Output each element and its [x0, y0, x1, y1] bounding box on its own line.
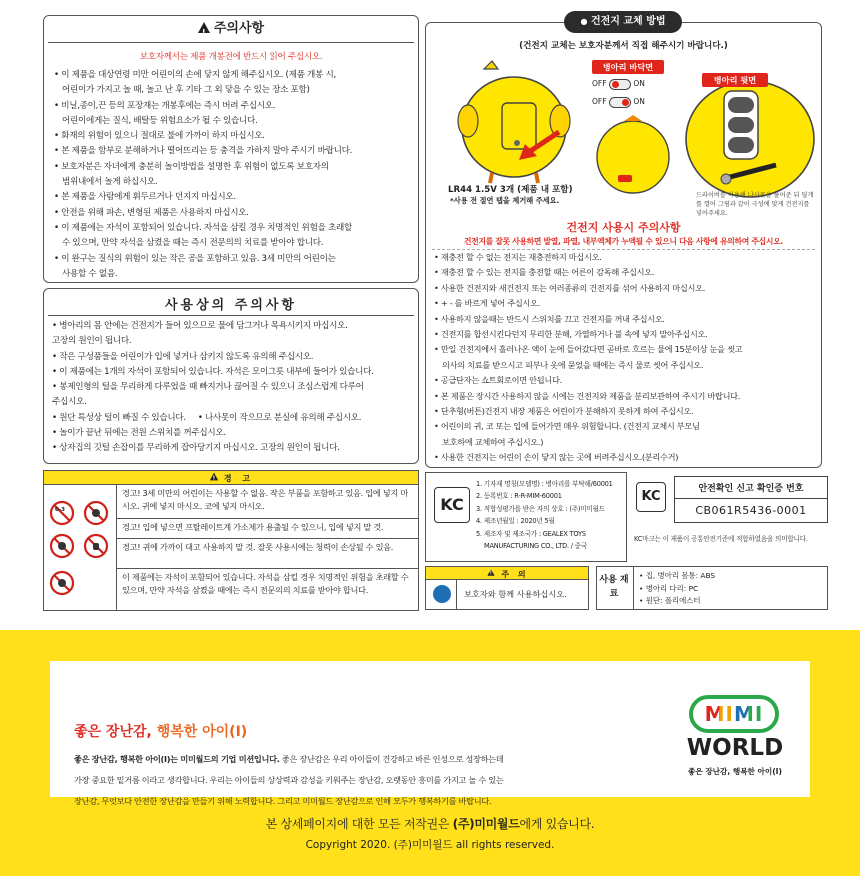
kc-info-line: 3. 적합성평가를 받은 자의 상호 : (주)미미월드	[476, 504, 605, 513]
usage-item: • 이 제품에는 1개의 자석이 포함되어 있습니다. 자석은 모이그릇 내부에 들어가 있습니다.	[52, 366, 374, 377]
usage-item: • 병아리의 몸 안에는 건전지가 들어 있으므로 물에 담그거나 목욕시키지 마십시오.	[52, 321, 348, 331]
parent-icon	[433, 585, 451, 603]
chick-back-illustration	[676, 67, 816, 201]
copyright-english: Copyright 2020. (주)미미월드 all rights reserved.	[305, 839, 555, 851]
kc-info-lines	[476, 478, 626, 552]
kc-info-line: 5. 제조자 및 제조국가 : GEALEX TOYS	[476, 529, 586, 538]
material-item: • 원단: 폴리에스터	[639, 596, 701, 605]
kc-cert-table	[674, 476, 828, 523]
kc-info-line: 4. 제조년월일 : 2020년 5월	[476, 517, 555, 526]
caution-item: • 보호자분은 자녀에게 충분히 놀이방법을 설명한 후 위험이 없도록 보호자의	[54, 161, 329, 172]
battery-caution-warning: 건전지를 잘못 사용하면 발열, 파열, 내부액체가 누액될 수 있으니 다음 사항에 유의하여 주십시오.	[464, 237, 783, 246]
switch-on-row: OFF ON	[592, 97, 645, 106]
battery-caution-item: • 만일 건전지에서 흘러나온 액이 눈에 들어갔다면 곧바로 흐르는 물에 15분이상 눈을 씻고	[434, 344, 743, 355]
prohibition-icons	[48, 501, 112, 601]
battery-caution-item: • 단추형(버튼)건전지 내장 제품은 어린이가 분해하지 못하게 하여 주십시오.	[434, 406, 694, 417]
battery-caution-item: • 재충전 할 수 없는 전지는 재충전하지 마십시오.	[434, 252, 602, 262]
warning-rows	[116, 485, 418, 611]
mimi-mission: 좋은 장난감, 행복한 아이(I)는 미미월드의 기업 미션입니다. 좋은 장난감은 우리 아이들이 건강하고 바른 인성으로 성장하는데 가장 중요한 밑거름 이라고 생각합니다. 우리는 아이들의 상상력과 감성을 키워주는 장난감, 오랫동안 흥미를 가지고 놀 수 있는 장난감, 무엇보다 안전한 장난감을 만들기 위해 노력합니다. 그리고 미미월드 장난감으로 인해 모두가 행복하기를 바랍니다.	[74, 754, 504, 806]
mimi-logo-tagline: 좋은 장난감, 행복한 아이(I)	[688, 767, 782, 776]
usage-title: 사용상의 주의사항	[165, 298, 297, 313]
caution-item: • 안전을 위해 파손, 변형된 제품은 사용하지 마십시오.	[54, 207, 249, 218]
warning-header: !경 고	[44, 471, 418, 485]
caution-title: !주의사항	[44, 19, 418, 39]
battery-caution-item: • 사용하지 않을때는 반드시 스위치를 끄고 건전지를 꺼내 주십시오.	[434, 313, 665, 324]
mimi-band	[0, 630, 860, 876]
battery-caution-item: • 재충전 할 수 있는 전지를 충전할 때는 어른이 감독해 주십시오.	[434, 267, 655, 278]
arrow-icon	[519, 126, 563, 162]
warning-row: 경고! 귀에 가까이 대고 사용하지 말 것. 잘못 사용시에는 청력이 손상될 수 있음.	[116, 539, 418, 569]
battery-caution-item: • 공급단자는 쇼트회로이면 안됩니다.	[434, 375, 562, 386]
usage-item: • 작은 구성품들을 어린이가 입에 넣거나 삼키지 않도록 유의해 주십시오.	[52, 351, 314, 362]
warning-box	[43, 470, 419, 611]
notice-box	[425, 566, 589, 610]
kc-cert-mark-icon: KC	[636, 482, 666, 512]
caution-item: • 이 제품에는 자석이 포함되어 있습니다. 자석을 삼킬 경우 치명적인 위험을 초래할	[54, 222, 353, 233]
usage-box	[43, 288, 419, 464]
warning-triangle-icon	[210, 473, 218, 481]
notice-text: 보호자와 함께 사용하십시오.	[464, 589, 567, 599]
kc-info-line: MANUFACTURING CO., LTD. / 중국	[484, 542, 587, 551]
screw-note: 드라이버를 이용해 나사못을 풀어준 뒤 덮개를 열어 그림과 같이 극성에 맞게 건전지를 넣어주세요.	[696, 192, 814, 217]
mimi-logo-world: WORLD	[686, 735, 784, 761]
switch-off-row: OFF ON	[592, 79, 645, 88]
kc-info-line: 2. 등록번호 : R-R-MIM-60001	[476, 492, 562, 501]
kc-info-box	[425, 472, 627, 562]
warning-triangle-icon	[488, 569, 495, 576]
material-item: • 병아리 다리: PC	[639, 583, 699, 593]
battery-box	[425, 16, 822, 468]
battery-caution-item: 보호하에 교체하여 주십시오.)	[442, 436, 544, 447]
battery-caution-item: • + - 를 바르게 넣어 주십시오.	[434, 298, 540, 309]
caution-item: 범위내에서 놀게 하십시오.	[62, 177, 158, 188]
lr44-label: LR44 1.5V 3개 (제품 내 포함)	[448, 185, 573, 195]
battery-caution-item: • 본 제품은 장시간 사용하지 않을 시에는 건전지와 제품을 분리보관하여 주시기 바랍니다.	[434, 390, 741, 401]
battery-caution-item: • 사용한 건전지는 어린이 손이 닿지 않는 곳에 버려주십시오.(분리수거)	[434, 452, 679, 463]
bottom-side-label: 병아리 바닥면	[592, 60, 664, 74]
warning-row: 경고! 3세 미만의 어린이는 사용할 수 없음. 작은 부품을 포함하고 있음. 입에 넣지 마시오. 귀에 넣지 마시오. 코에 넣지 마시오.	[116, 485, 418, 519]
battery-badge: ● 건전지 교체 방법	[564, 11, 682, 33]
mimi-world-logo	[675, 691, 795, 791]
battery-caution-item: 의사의 치료를 받으시고 피부나 옷에 묻었을 때에는 즉시 물로 씻어 주십시오.	[442, 359, 704, 370]
mimi-card	[50, 661, 810, 806]
caution-item: • 이 완구는 질식의 위험이 있는 작은 공을 포함하고 있음. 3세 미만의 어린이는	[54, 253, 336, 264]
warning-triangle-icon	[198, 22, 210, 33]
kc-cert-note: KC마크는 이 제품이 공통안전기준에 적합하였음을 의미합니다.	[634, 535, 808, 543]
battery-caution-item: • 어린이의 귀, 코 또는 입에 들어가면 매우 위험합니다. (건전지 교체시 부모님	[434, 421, 700, 432]
copyright-korean: 본 상세페이지에 대한 모든 저작권은 (주)미미월드에게 있습니다.	[265, 817, 595, 831]
battery-caution-item: • 건전지를 합선시킨다던지 무리한 분해, 가열하거나 불 속에 넣지 말아주십시오.	[434, 329, 708, 340]
mimi-logo-bubble: MIMI	[689, 695, 779, 733]
battery-caution-title: 건전지 사용시 주의사항	[566, 221, 681, 234]
mimi-headline: 좋은 장난감, 행복한 아이(I)	[74, 724, 248, 740]
caution-item: 수 있으며, 만약 자석을 삼켰을 때는 즉시 전문의의 치료를 받아야 합니다.	[62, 238, 324, 249]
caution-item: • 본 제품을 함부로 분해하거나 떨어뜨리는 등 충격을 가하지 말아 주시기 바랍니다.	[54, 146, 353, 157]
usage-item: 고장의 원인이 됩니다.	[52, 336, 132, 347]
battery-caution-list	[434, 250, 819, 466]
notice-header: !주 의	[426, 567, 588, 580]
chick-bottom-illustration	[454, 59, 574, 187]
caution-item: 어린이가 가지고 놀 때, 놀고 난 후 기타 그 외 닿을 수 있는 장소 포함)	[62, 85, 310, 96]
battery-subtitle: (건전지 교체는 보호자분께서 직접 해주시기 바랍니다.)	[519, 41, 728, 51]
usage-item: • 상자집의 깃털 손잡이를 무리하게 잡아당기지 마십시오. 고장의 원인이 됩니다.	[52, 443, 340, 454]
material-lines	[639, 570, 715, 608]
usage-item: 주십시오.	[52, 397, 87, 408]
material-box	[596, 566, 828, 610]
kc-cert-area	[632, 472, 828, 542]
warning-row: 경고! 입에 넣으면 프탈레이트계 가소제가 용출될 수 있으니, 입에 넣지 말 것.	[116, 519, 418, 539]
caution-item: • 이 제품을 대상연령 미만 어린이의 손에 닿지 않게 해주십시오. (제품 개봉 시,	[54, 70, 336, 80]
usage-item: • 놀이가 끝난 뒤에는 전원 스위치를 꺼주십시오.	[52, 428, 226, 439]
remove-tab-note: *사용 전 절연 탭을 제거해 주세요.	[450, 196, 560, 205]
caution-list	[54, 68, 414, 282]
usage-split-line: • 원단 특성상 털이 빠질 수 있습니다. • 나사못이 작으므로 분실에 유의해 주십시오.	[52, 412, 362, 423]
kc-mark-icon: KC	[434, 487, 470, 523]
caution-warning: 보호자께서는 제품 개봉전에 반드시 읽어 주십시오.	[139, 52, 323, 62]
material-label: 사용 재료	[599, 575, 629, 599]
kc-cert-number: CB061R5436-0001	[695, 504, 807, 517]
kc-cert-title: 안전확인 신고 확인증 번호	[675, 477, 828, 499]
usage-item: • 봉제인형의 털을 무리하게 다루었을 때 빠지거나 끊어질 수 있으니 조심스럽게 다루어	[52, 382, 364, 393]
warning-row: 이 제품에는 자석이 포함되어 있습니다. 자석을 삼킬 경우 치명적인 위험을 초래할 수 있으며, 만약 자석을 삼켰을 때에는 즉시 전문의의 치료를 받아야 합니다.	[122, 572, 409, 595]
age-label: 0-3	[55, 507, 65, 513]
caution-box	[43, 15, 419, 283]
caution-item: • 화재의 위험이 있으니 절대로 불에 가까이 하지 마십시오.	[54, 131, 265, 142]
kc-info-line: 1. 기자재 명칭(모델명) : 병아리를 부탁해/60001	[476, 480, 613, 488]
battery-caution-item: • 사용한 건전지와 새건전지 또는 여러종류의 건전지를 섞어 사용하지 마십시오.	[434, 282, 706, 293]
caution-item: • 비닐,종이,끈 등의 포장재는 개봉후에는 즉시 버려 주십시오.	[54, 100, 276, 111]
material-item: • 집, 병아리 몸통: ABS	[639, 571, 716, 580]
warning-icons	[48, 501, 112, 605]
usage-list	[52, 319, 418, 457]
caution-item: 사용할 수 없음.	[62, 268, 118, 279]
caution-item: • 본 제품을 사람에게 휘두르거나 던지지 마십시오.	[54, 192, 236, 203]
chick-bottom-detail	[594, 115, 672, 197]
back-side-label: 병아리 뒷면	[702, 73, 768, 87]
caution-item: 어린이에게는 질식, 배탈등 위험요소가 될 수 있습니다.	[62, 115, 258, 126]
